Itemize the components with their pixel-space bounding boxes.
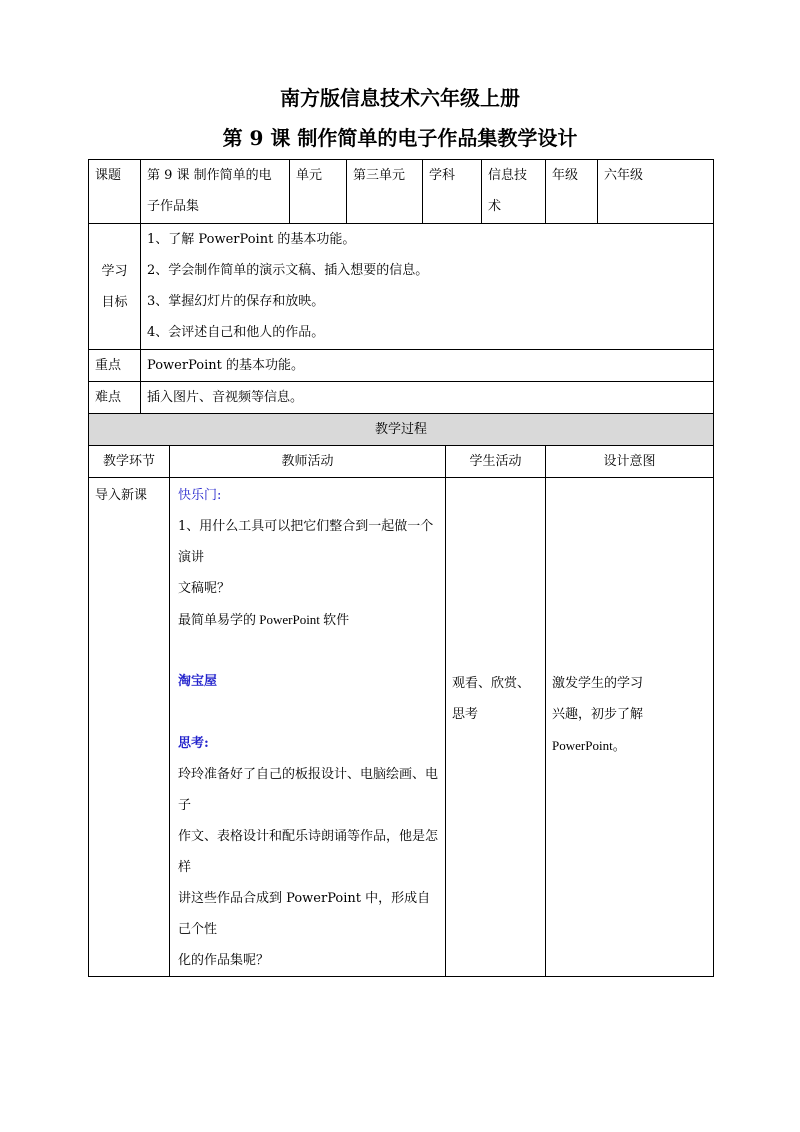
design-intent-line3: PowerPoint。 [552, 738, 626, 753]
header-stage: 教学环节 [89, 446, 170, 478]
unit-value: 第三单元 [347, 160, 423, 224]
goal-item-1: 1、了解 PowerPoint 的基本功能。 [147, 232, 356, 247]
goals-row [89, 224, 714, 350]
teacher-activity-cell [170, 478, 446, 977]
stage-name: 导入新课 [95, 488, 148, 503]
goal-item-4: 4、会评述自己和他人的作品。 [147, 325, 325, 340]
header-intent: 设计意图 [546, 446, 714, 478]
goals-label-line1: 学习 [101, 263, 128, 279]
key-point-label: 重点 [89, 350, 141, 382]
key-point-value: PowerPoint 的基本功能。 [141, 350, 714, 382]
difficulty-row [89, 382, 714, 414]
goal-item-2: 2、学会制作简单的演示文稿、插入想要的信息。 [147, 263, 429, 278]
spacer [178, 635, 439, 666]
teacher-answer: 最简单易学的 PowerPoint 软件 [178, 612, 350, 627]
process-section-row [89, 414, 714, 446]
student-activity-line2: 思考 [452, 707, 479, 722]
teacher-think-line3: 讲这些作品合成到 PowerPoint 中，形成自己个性 [178, 891, 431, 937]
topic-value: 第 9 课 制作简单的电子作品集 [141, 160, 290, 224]
design-intent-line2: 兴趣，初步了解 [552, 707, 644, 722]
unit-label: 单元 [290, 160, 347, 224]
document-subtitle: 第 9 课 制作简单的电子作品集教学设计 [222, 126, 578, 150]
header-teacher: 教师活动 [170, 446, 446, 478]
grade-value: 六年级 [598, 160, 714, 224]
info-row [89, 160, 714, 224]
design-intent-cell [546, 478, 714, 977]
grade-label: 年级 [546, 160, 598, 224]
teacher-think-line4: 化的作品集呢？ [178, 953, 270, 968]
subject-label: 学科 [423, 160, 482, 224]
design-intent-line1: 激发学生的学习 [552, 676, 644, 691]
goal-item-3: 3、掌握幻灯片的保存和放映。 [147, 294, 325, 309]
teacher-heading-think: 思考: [178, 736, 209, 751]
process-content-row [89, 478, 714, 977]
teacher-think-line2: 作文、表格设计和配乐诗朗诵等作品，他是怎样 [178, 829, 439, 875]
header-student: 学生活动 [446, 446, 546, 478]
goals-list [141, 224, 714, 350]
key-point-row [89, 350, 714, 382]
document-title: 南方版信息技术六年级上册 [280, 86, 520, 110]
student-activity-line1: 观看、欣赏、 [452, 676, 531, 691]
teacher-question-line2: 文稿呢？ [178, 581, 231, 596]
teacher-think-line1: 玲玲准备好了自己的板报设计、电脑绘画、电子 [178, 767, 439, 813]
process-section-title: 教学过程 [89, 414, 714, 446]
spacer [178, 697, 439, 728]
lesson-plan-table [88, 159, 714, 977]
topic-label: 课题 [89, 160, 141, 224]
subject-value: 信息技术 [482, 160, 546, 224]
goals-label-line2: 目标 [101, 294, 128, 310]
stage-cell [89, 478, 170, 977]
teacher-question-line1: 1、用什么工具可以把它们整合到一起做一个演讲 [178, 519, 434, 565]
student-activity-cell [446, 478, 546, 977]
goals-label [89, 224, 141, 350]
teacher-heading-happy-door: 快乐门: [178, 488, 222, 503]
difficulty-label: 难点 [89, 382, 141, 414]
difficulty-value: 插入图片、音视频等信息。 [141, 382, 714, 414]
teacher-heading-treasure: 淘宝屋 [178, 674, 218, 689]
process-header-row [89, 446, 714, 478]
